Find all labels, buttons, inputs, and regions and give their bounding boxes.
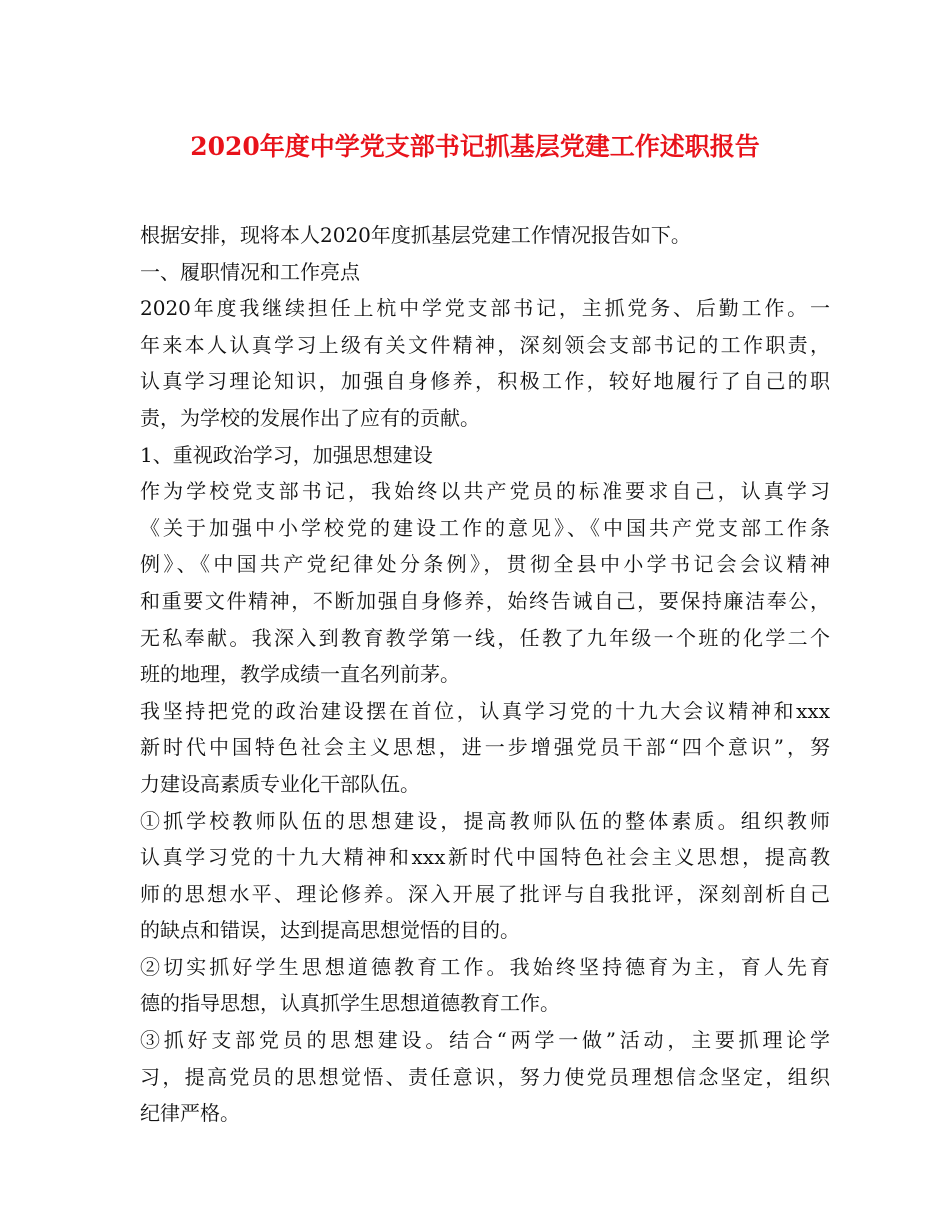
paragraph-line: 1、重视政治学习，加强思想建设: [140, 442, 433, 467]
paragraph-line: 和重要文件精神，不断加强自身修养，始终告诫自己，要保持廉洁奉公，: [140, 588, 830, 613]
paragraph-line: 纪律严格。: [140, 1101, 240, 1126]
paragraph-line: 师的思想水平、理论修养。深入开展了批评与自我批评，深刻剖析自己: [140, 881, 830, 906]
paragraph-line: 认真学习理论知识，加强自身修养，积极工作，较好地履行了自己的职: [140, 369, 830, 394]
paragraph-line: 责，为学校的发展作出了应有的贡献。: [140, 405, 480, 430]
paragraph-line: ②切实抓好学生思想道德教育工作。我始终坚持德育为主，育人先育: [140, 954, 830, 979]
paragraph-line: 力建设高素质专业化干部队伍。: [140, 771, 420, 796]
paragraph-line: 的缺点和错误，达到提高思想觉悟的目的。: [140, 918, 520, 943]
document-body: [140, 217, 830, 1132]
paragraph-line: 德的指导思想，认真抓学生思想道德教育工作。: [140, 991, 560, 1016]
paragraph-line: 例》、《中国共产党纪律处分条例》，贯彻全县中小学书记会会议精神: [140, 552, 830, 577]
paragraph-line: 2020年度我继续担任上杭中学党支部书记，主抓党务、后勤工作。一: [140, 296, 830, 321]
document-title: 2020年度中学党支部书记抓基层党建工作述职报告: [190, 132, 760, 161]
paragraph-line: 无私奉献。我深入到教育教学第一线，任教了九年级一个班的化学二个: [140, 625, 830, 650]
paragraph-line: 新时代中国特色社会主义思想，进一步增强党员干部“四个意识”，努: [140, 735, 830, 760]
paragraph-line: ①抓学校教师队伍的思想建设，提高教师队伍的整体素质。组织教师: [140, 808, 830, 833]
paragraph-line: 习，提高党员的思想觉悟、责任意识，努力使党员理想信念坚定，组织: [140, 1064, 830, 1089]
paragraph-line: 年来本人认真学习上级有关文件精神，深刻领会支部书记的工作职责，: [140, 332, 830, 357]
paragraph-line: 一、履职情况和工作亮点: [140, 259, 360, 284]
paragraph-line: 《关于加强中小学校党的建设工作的意见》、《中国共产党支部工作条: [140, 515, 830, 540]
paragraph-line: 作为学校党支部书记，我始终以共产党员的标准要求自己，认真学习: [140, 479, 830, 504]
paragraph-line: 我坚持把党的政治建设摆在首位，认真学习党的十九大会议精神和xxx: [140, 698, 830, 723]
paragraph-line: ③抓好支部党员的思想建设。结合“两学一做”活动，主要抓理论学: [140, 1028, 830, 1053]
paragraph-line: 班的地理，教学成绩一直名列前茅。: [140, 662, 460, 687]
paragraph-line: 根据安排，现将本人2020年度抓基层党建工作情况报告如下。: [140, 223, 691, 247]
paragraph-line: 认真学习党的十九大精神和xxx新时代中国特色社会主义思想，提高教: [140, 845, 830, 870]
